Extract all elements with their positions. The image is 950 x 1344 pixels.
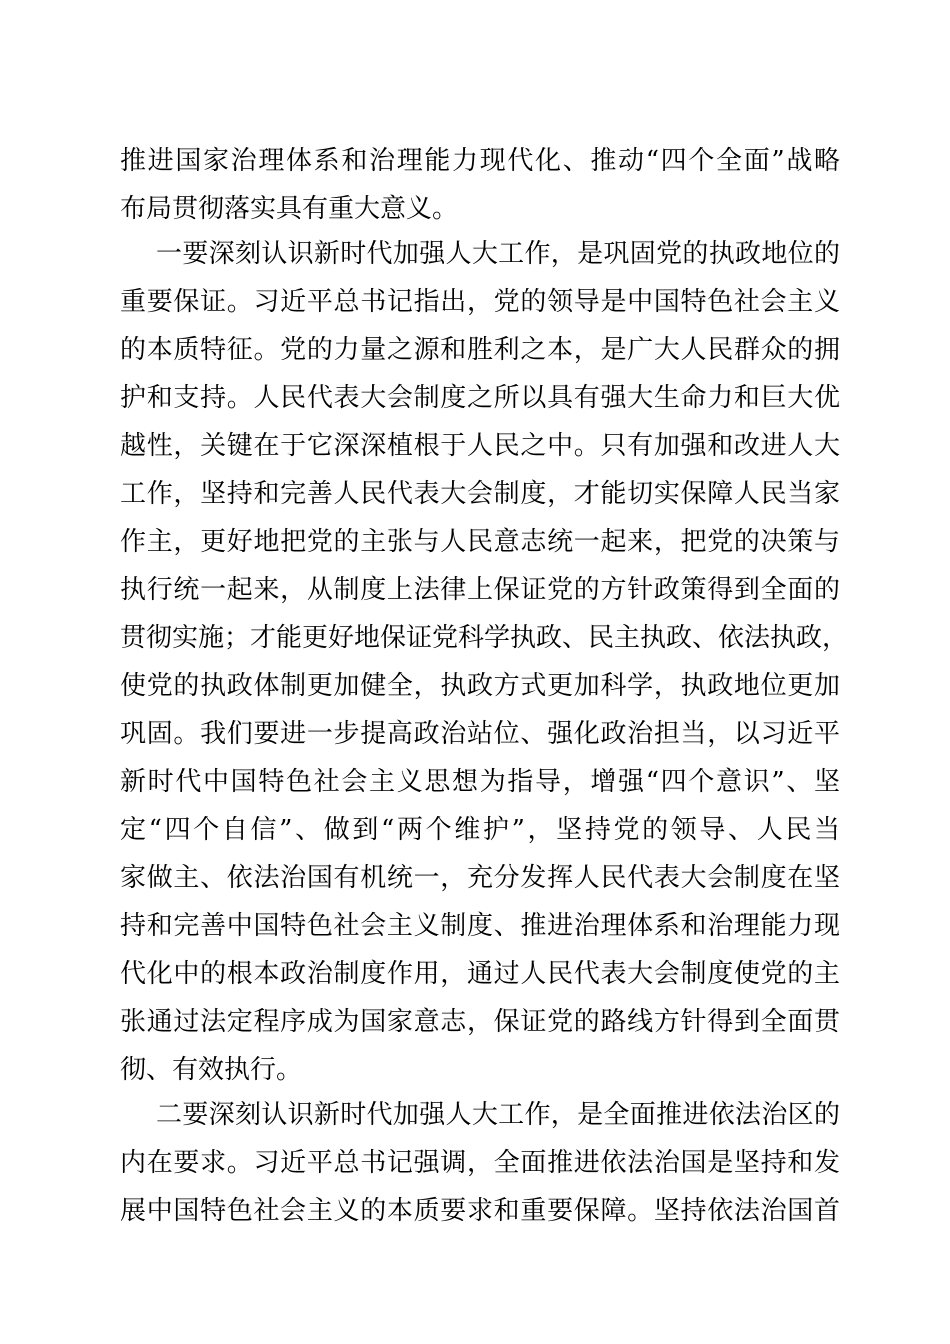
text-line: 持和完善中国特色社会主义制度、推进治理体系和治理能力现 xyxy=(120,911,840,941)
text-line: 工作，坚持和完善人民代表大会制度，才能切实保障人民当家 xyxy=(120,479,840,509)
paragraph-first-line: 二要深刻认识新时代加强人大工作，是全面推进依法治区的 xyxy=(156,1100,840,1130)
text-line: 的本质特征。党的力量之源和胜利之本，是广大人民群众的拥 xyxy=(120,335,840,365)
text-line: 定“四个自信”、做到“两个维护”，坚持党的领导、人民当 xyxy=(120,815,840,845)
text-line: 新时代中国特色社会主义思想为指导，增强“四个意识”、坚 xyxy=(120,767,840,797)
text-line: 布局贯彻落实具有重大意义。 xyxy=(120,194,459,224)
text-line: 越性，关键在于它深深植根于人民之中。只有加强和改进人大 xyxy=(120,431,840,461)
text-line: 张通过法定程序成为国家意志，保证党的路线方针得到全面贯 xyxy=(120,1007,840,1037)
text-line: 内在要求。习近平总书记强调，全面推进依法治国是坚持和发 xyxy=(120,1148,840,1178)
text-line: 贯彻实施；才能更好地保证党科学执政、民主执政、依法执政， xyxy=(120,623,849,653)
text-line: 家做主、依法治国有机统一，充分发挥人民代表大会制度在坚 xyxy=(120,863,840,893)
text-line: 推进国家治理体系和治理能力现代化、推动“四个全面”战略 xyxy=(120,146,840,176)
text-line: 重要保证。习近平总书记指出，党的领导是中国特色社会主义 xyxy=(120,287,840,317)
paragraph-first-line: 一要深刻认识新时代加强人大工作，是巩固党的执政地位的 xyxy=(156,239,840,269)
text-line: 代化中的根本政治制度作用，通过人民代表大会制度使党的主 xyxy=(120,959,840,989)
text-line: 彻、有效执行。 xyxy=(120,1055,303,1085)
text-line: 展中国特色社会主义的本质要求和重要保障。坚持依法治国首 xyxy=(120,1196,840,1226)
text-line: 巩固。我们要进一步提高政治站位、强化政治担当，以习近平 xyxy=(120,719,840,749)
text-line: 执行统一起来，从制度上法律上保证党的方针政策得到全面的 xyxy=(120,575,840,605)
text-line: 作主，更好地把党的主张与人民意志统一起来，把党的决策与 xyxy=(120,527,840,557)
text-line: 护和支持。人民代表大会制度之所以具有强大生命力和巨大优 xyxy=(120,383,840,413)
text-line: 使党的执政体制更加健全，执政方式更加科学，执政地位更加 xyxy=(120,671,840,701)
